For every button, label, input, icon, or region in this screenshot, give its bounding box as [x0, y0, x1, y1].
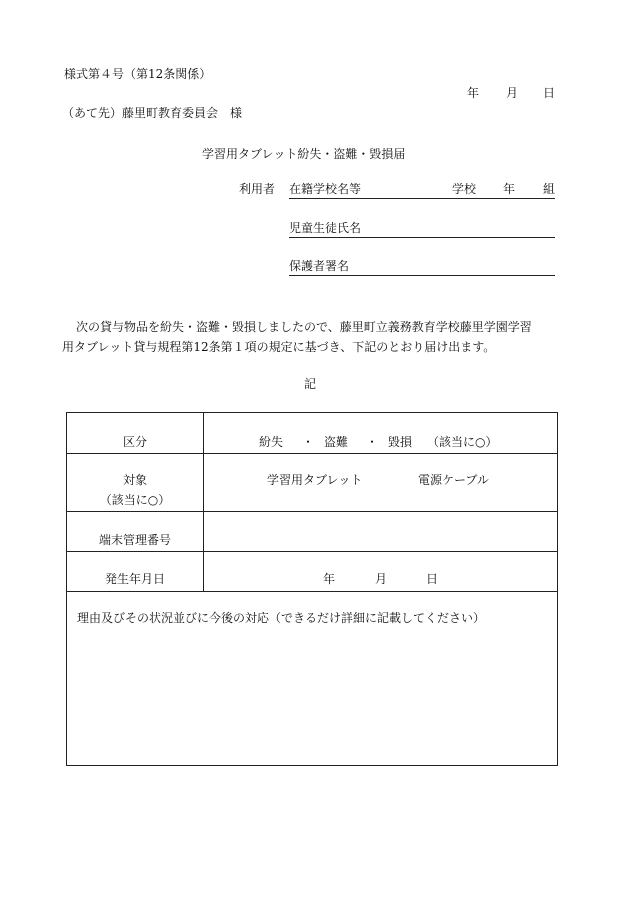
category-separator: ・	[302, 435, 315, 449]
category-option-damage[interactable]: 毀損	[388, 435, 413, 449]
reason-text-area[interactable]	[68, 631, 556, 763]
row-divider	[67, 551, 557, 552]
addressee: （あて先）藤里町教育委員会 様	[62, 106, 243, 120]
school-suffix: 学校	[452, 182, 477, 196]
category-note: （該当に○）	[427, 435, 498, 449]
report-table	[66, 412, 558, 766]
category-option-theft[interactable]: 盗難	[324, 435, 349, 449]
document-title: 学習用タブレット紛失・盗難・毀損届	[202, 147, 406, 161]
target-option-tablet[interactable]: 学習用タブレット	[267, 473, 363, 487]
terminal-id-label: 端末管理番号	[98, 533, 171, 547]
reason-label: 理由及びその状況並びに今後の対応（できるだけ詳細に記載してください）	[77, 611, 486, 625]
occurrence-month-label: 月	[375, 572, 388, 586]
ki-heading: 記	[304, 377, 317, 391]
row-divider	[67, 453, 557, 454]
body-line-1: 次の貸与物品を紛失・盗難・毀損しましたので、藤里町立義務教育学校藤里学園学習	[76, 320, 532, 334]
date-day-label: 日	[543, 86, 556, 100]
occurrence-year-label: 年	[323, 572, 336, 586]
row-divider	[67, 591, 557, 592]
date-year-label: 年	[467, 86, 480, 100]
applicant-label: 利用者	[239, 182, 276, 196]
category-option-loss[interactable]: 紛失	[259, 435, 284, 449]
form-number: 様式第４号（第12条関係）	[64, 67, 212, 81]
class-suffix: 組	[543, 182, 556, 196]
guardian-signature-label: 保護者署名	[289, 259, 350, 273]
occurrence-day-label: 日	[426, 572, 439, 586]
occurrence-date-label: 発生年月日	[104, 572, 165, 586]
target-option-cable[interactable]: 電源ケーブル	[418, 473, 489, 487]
date-month-label: 月	[506, 86, 519, 100]
guardian-signature-field[interactable]	[289, 259, 555, 276]
student-name-field[interactable]	[289, 221, 555, 238]
column-divider	[203, 413, 204, 591]
grade-suffix: 年	[503, 182, 516, 196]
student-name-label: 児童生徒氏名	[289, 221, 362, 235]
target-label: 対象	[122, 473, 147, 487]
school-name-field[interactable]	[289, 182, 555, 199]
school-name-label: 在籍学校名等	[289, 182, 362, 196]
category-label: 区分	[122, 435, 147, 449]
category-separator: ・	[366, 435, 379, 449]
terminal-id-field[interactable]	[204, 512, 557, 550]
body-line-2: 用タブレット貸与規程第12条第１項の規定に基づき、下記のとおり届け出ます。	[62, 340, 496, 354]
target-note: （該当に○）	[99, 493, 171, 507]
